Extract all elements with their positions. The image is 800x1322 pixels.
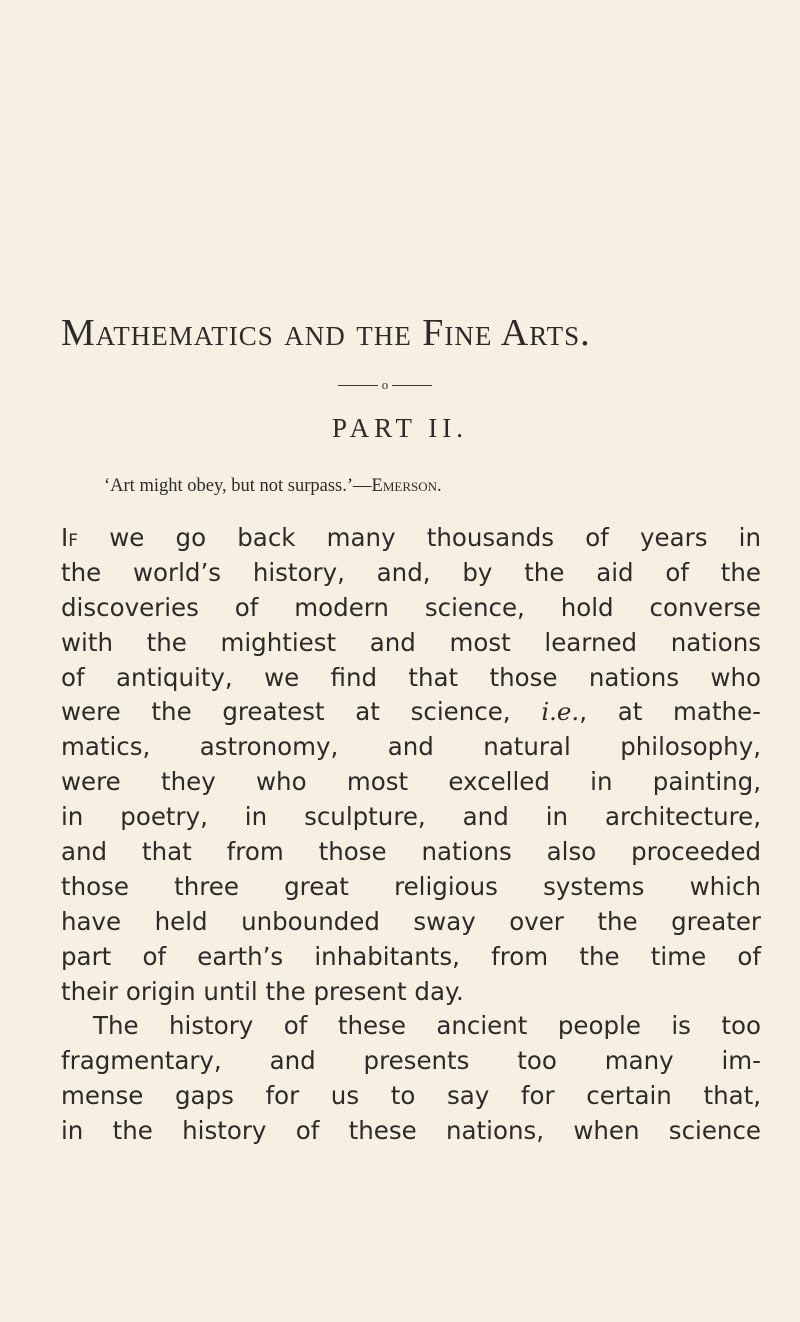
text-line: have held unbounded sway over the greater xyxy=(61,906,761,936)
text-line: part of earth’s inhabitants, from the time of xyxy=(61,941,761,971)
text-line: discoveries of modern science, hold converse xyxy=(61,592,761,622)
text-line: The history of these ancient people is too xyxy=(93,1011,761,1041)
epigraph xyxy=(104,476,442,497)
epigraph-author: Emerson. xyxy=(371,476,442,496)
text-line: and that from those nations also proceeded xyxy=(61,837,761,867)
divider-ornament: o xyxy=(381,377,389,392)
part-heading: PART II. xyxy=(332,413,468,443)
text-line: their origin until the present day. xyxy=(61,976,464,1006)
text-line: in the history of these nations, when science xyxy=(61,1116,761,1146)
divider-rule-left xyxy=(338,385,378,386)
italic-ie: i.e. xyxy=(541,697,580,727)
text-line: were the greatest at science, i.e., at mathe- xyxy=(61,697,761,727)
text-line: If we go back many thousands of years in xyxy=(61,523,761,552)
title-divider xyxy=(330,378,440,392)
epigraph-quote: ‘Art might obey, but not surpass.’— xyxy=(104,476,372,496)
text-line: were they who most excelled in painting, xyxy=(61,767,761,797)
opening-word: If xyxy=(61,523,79,552)
text-line: the world’s history, and, by the aid of the xyxy=(61,557,761,587)
body-text xyxy=(61,521,761,1149)
text-line: fragmentary, and presents too many im- xyxy=(61,1046,761,1076)
text-line: mense gaps for us to say for certain that, xyxy=(61,1081,761,1111)
text-line: in poetry, in sculpture, and in architecture, xyxy=(61,802,761,832)
text-line: those three great religious systems which xyxy=(61,871,761,901)
text-line: with the mightiest and most learned nations xyxy=(61,627,761,657)
chapter-title: Mathematics and the Fine Arts. xyxy=(61,312,591,354)
text-line: of antiquity, we find that those nations who xyxy=(61,662,761,692)
text-line: matics, astronomy, and natural philosophy, xyxy=(61,732,761,762)
divider-rule-right xyxy=(392,385,432,386)
